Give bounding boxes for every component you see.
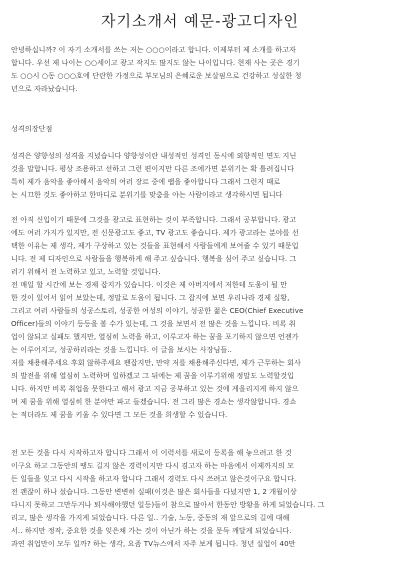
text-line: 택한 이유는 제 생각, 제가 구상하고 있는 것들을 표현해서 사람들에게 보여줄 수 있기 때문입 — [11, 241, 299, 250]
text-line: 전 모든 것을 다시 시작하고자 합니다 그래서 이 이력서를 새로이 등록을 해 놓으려고 한 것 — [11, 448, 292, 457]
text-line: 서.. 하지만 정작, 중요한 것을 잊은채 가는 것이 아닌가 하는 것을 문득 깨달게 되었습니다. — [11, 526, 292, 535]
text-line: 이구요 하고 그동안의 땡도 길지 않은 경력이지만 다시 겸고자 하는 마음에서 이제까지의 모 — [11, 461, 295, 470]
section-heading: 성격의장단점 — [11, 124, 53, 133]
text-line: 니다. 하지만 비록 취업을 못한다고 해서 광고 지금 공부하고 있는 것에 게을리지게 하지 않으 — [11, 384, 299, 393]
text-line: 전 매일 할 시간에 보는 경제 잡지가 있습니다. 이것은 제 아버지에서 저한테 도움이 될 만 — [11, 280, 288, 289]
text-line: 의 발전을 위해 열심히 노력하며 일하겠고 그 뒤에는 제 꿈을 이루기위해 정말도 노력할것입 — [11, 371, 295, 380]
text-line: 도 ○○시 ○동 ○○○호에 단란한 가정으로 부모님의 은혜로운 보살핌으로 건강하고 성실한 청 — [11, 71, 302, 80]
text-line: 저를 채용해주세요 후회 않하주세요 팬잡지만, 만약 저를 채용해주신다면, 제가 근무하는 회사 — [11, 358, 301, 367]
text-line: 것을 말합니다. 평상 조용하고 선하고 그런 편이지만 다른 조에가면 분위기는 확 틀려집니다 — [11, 164, 295, 173]
text-line: 니다. 전 제 디자인으로 사람들을 행복하게 해 주고 싶습니다. 행복을 심어 주고 싶습니다. 그 — [11, 254, 297, 263]
document-title: 자기소개서 예문-광고디자인 — [100, 12, 300, 30]
text-line: 든 일들을 잊고 다시 시작을 하고자 합니다 그래서 경력도 다시 쓰려고 않은것이구요 합니다. — [11, 474, 297, 483]
text-line: 리고, 많은 생각을 가지게 되었습니다. 다른 일.. 기술, 노동, 중동의 재 앞으로의 길에 대해 — [11, 513, 290, 522]
text-line: 그리고 여러 사람들의 성공스토리, 성공한 여성의 이야기, 성공한 젊은 CEO(Chief Executive — [11, 306, 304, 315]
text-line: 는 이루어지고, 성공하리라는 것을 느낍니다. 이 글을 보시는 사장님들.. — [11, 345, 232, 354]
text-line: 전 아직 신입이기 때문에 그것을 광고로 표현하는 것이 부족합니다. 그래서 공부합니다. 광고 — [11, 215, 297, 224]
text-line: 는 적더라도 제 꿈을 키울 수 있다면 그 모든 것을 희생할 수 있습니다. — [11, 410, 228, 419]
text-line: 에도 여러 가지가 있지만, 전 신문광고도 좋고, TV 광고도 좋습니다. 제가 광고라는 분야를 선 — [11, 228, 299, 237]
text-line: 년으로 자라났습니다. — [11, 84, 78, 93]
text-line: 안녕하십니까? 이 자기 소개서를 쓰는 저는 ○○○이라고 합니다. 이제부터 제 소개를 하고자 — [11, 45, 296, 54]
text-line: 성격은 양향성의 성격을 지녔습니다 양향성이란 내성적인 성격인 동시에 외향적인 면도 지닌 — [11, 151, 297, 160]
text-line: 다니지 못하고 그만두거나 퇴사해야했던 일등)들이 참으로 많아서 한동안 방황을 하게 되었습니다. 그 — [11, 500, 325, 509]
text-line: 한 것이 있어서 읽어 보았는데, 정말로 도움이 됩니다. 그 잡지에 보면 우리나라 경제 실황, — [11, 293, 290, 302]
text-line: 합니다. 우선 제 나이는 ○○세이고 광고 작지도 많지도 않는 나이입니다. 현재 사는 곳은 경기 — [11, 58, 300, 67]
text-line: 며 제 꿈을 위해 열심히 한 분야만 파고 들겠습니다. 전 그리 많은 경쇼는 생각않합니다. 경쇼 — [11, 397, 297, 406]
text-line: 업이 않되고 실패도 했지만, 열심히 노력을 하고, 이루고자 하는 꿈을 포기하지 않으면 언젠가 — [11, 332, 299, 341]
text-line: 는 시끄한 것도 좋아하고 한마디로 분위기를 맞춤을 아는 사람이라고 생각하시면 됩니다 — [11, 190, 283, 199]
text-line: 전 괜잖이 하나 섰습니다. 그동안 변변히 실패(이것은 많은 회사들을 다녔지만 1, 2 개월이상 — [11, 487, 297, 496]
text-line: 러기 위해서 전 노력하고 있고, 노력할 것입니다. — [11, 267, 161, 276]
text-line: 특히 제가 음악을 좋아해서 음악의 여러 장르 중에 랩을 좋아합니다 그래서 그런지 때로 — [11, 177, 281, 186]
text-line: Officer)들의 이야기 등등을 볼 수가 있는데, 그 것을 보면서 전 많은 것을 느낍니다. 비록 취 — [11, 319, 296, 328]
text-line: 과연 취업만이 모두 일까? 하는 생각, 요즘 TV뉴스에서 자주 보게 됩니다. 청년 실업이 40만 — [11, 539, 296, 548]
